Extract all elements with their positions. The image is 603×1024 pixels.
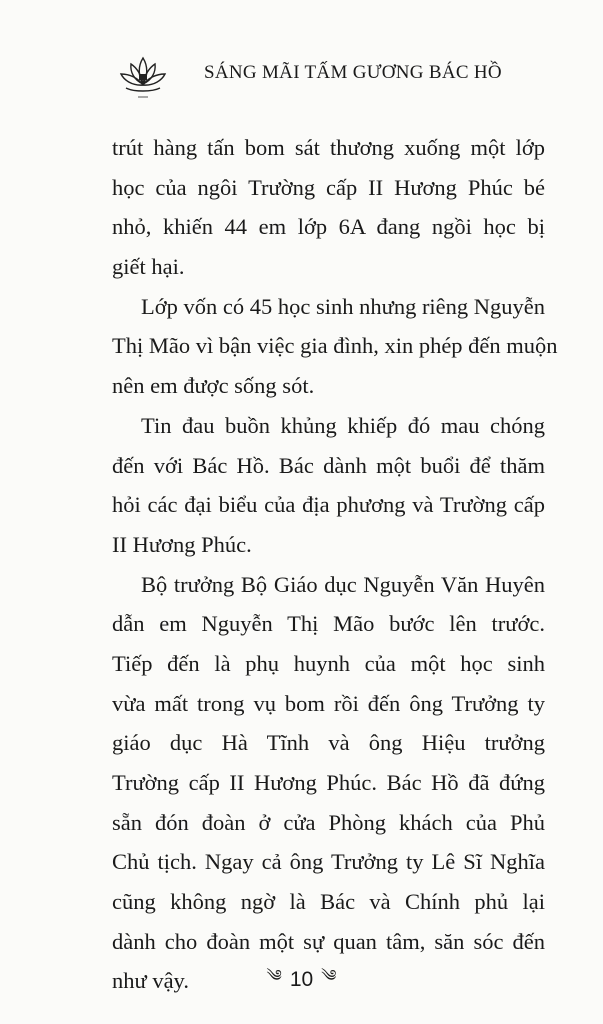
text-line: giáo dục Hà Tĩnh và ông Hiệu trưởng (112, 730, 545, 756)
book-title: SÁNG MÃI TẤM GƯƠNG BÁC HỒ (204, 62, 502, 83)
text-line: vừa mất trong vụ bom rồi đến ông Trưởng ty (112, 690, 545, 716)
text-line: học của ngôi Trường cấp II Hương Phúc bé (112, 174, 545, 200)
text-line: Chủ tịch. Ngay cả ông Trưởng ty Lê Sĩ Nghĩa (112, 849, 545, 875)
paragraph (112, 565, 545, 1002)
text-line: Thị Mão vì bận việc gia đình, xin phép đến muộn (112, 333, 558, 359)
text-line: cũng không ngờ là Bác và Chính phủ lại (112, 889, 545, 915)
text-line: hỏi các đại biểu của địa phương và Trường cấp (112, 492, 545, 518)
paragraph (112, 287, 558, 406)
left-ornament-icon: ༄ (266, 968, 282, 985)
text-line: II Hương Phúc. (112, 531, 252, 557)
text-line: Bộ trưởng Bộ Giáo dục Nguyễn Văn Huyên (141, 571, 545, 597)
text-line: Tiếp đến là phụ huynh của một học sinh (112, 650, 545, 676)
page-footer (0, 958, 603, 1003)
paragraph (112, 406, 545, 565)
text-line: đến với Bác Hồ. Bác dành một buổi để thăm (112, 452, 545, 478)
text-line: nên em được sống sót. (112, 373, 315, 399)
text-line: Lớp vốn có 45 học sinh nhưng riêng Nguyễn (141, 293, 546, 319)
text-line: sẵn đón đoàn ở cửa Phòng khách của Phủ (112, 809, 545, 835)
text-line: giết hại. (112, 254, 185, 280)
text-line: Tin đau buồn khủng khiếp đó mau chóng (141, 412, 545, 438)
lotus-icon (118, 52, 168, 100)
page-number: 10 (289, 968, 314, 992)
paragraph (112, 128, 545, 287)
text-line: Trường cấp II Hương Phúc. Bác Hồ đã đứng (112, 770, 545, 795)
text-line: dẫn em Nguyễn Thị Mão bước lên trước. (112, 611, 545, 637)
text-line: trút hàng tấn bom sát thương xuống một lớp (112, 135, 545, 160)
text-line: như vậy. (112, 968, 189, 994)
running-header (118, 52, 558, 102)
page-body-text (112, 128, 558, 1001)
text-line: dành cho đoàn một sự quan tâm, săn sóc đến (112, 928, 545, 954)
right-ornament-icon: ༄ (321, 968, 337, 985)
text-line: nhỏ, khiến 44 em lớp 6A đang ngồi học bị (112, 214, 545, 240)
